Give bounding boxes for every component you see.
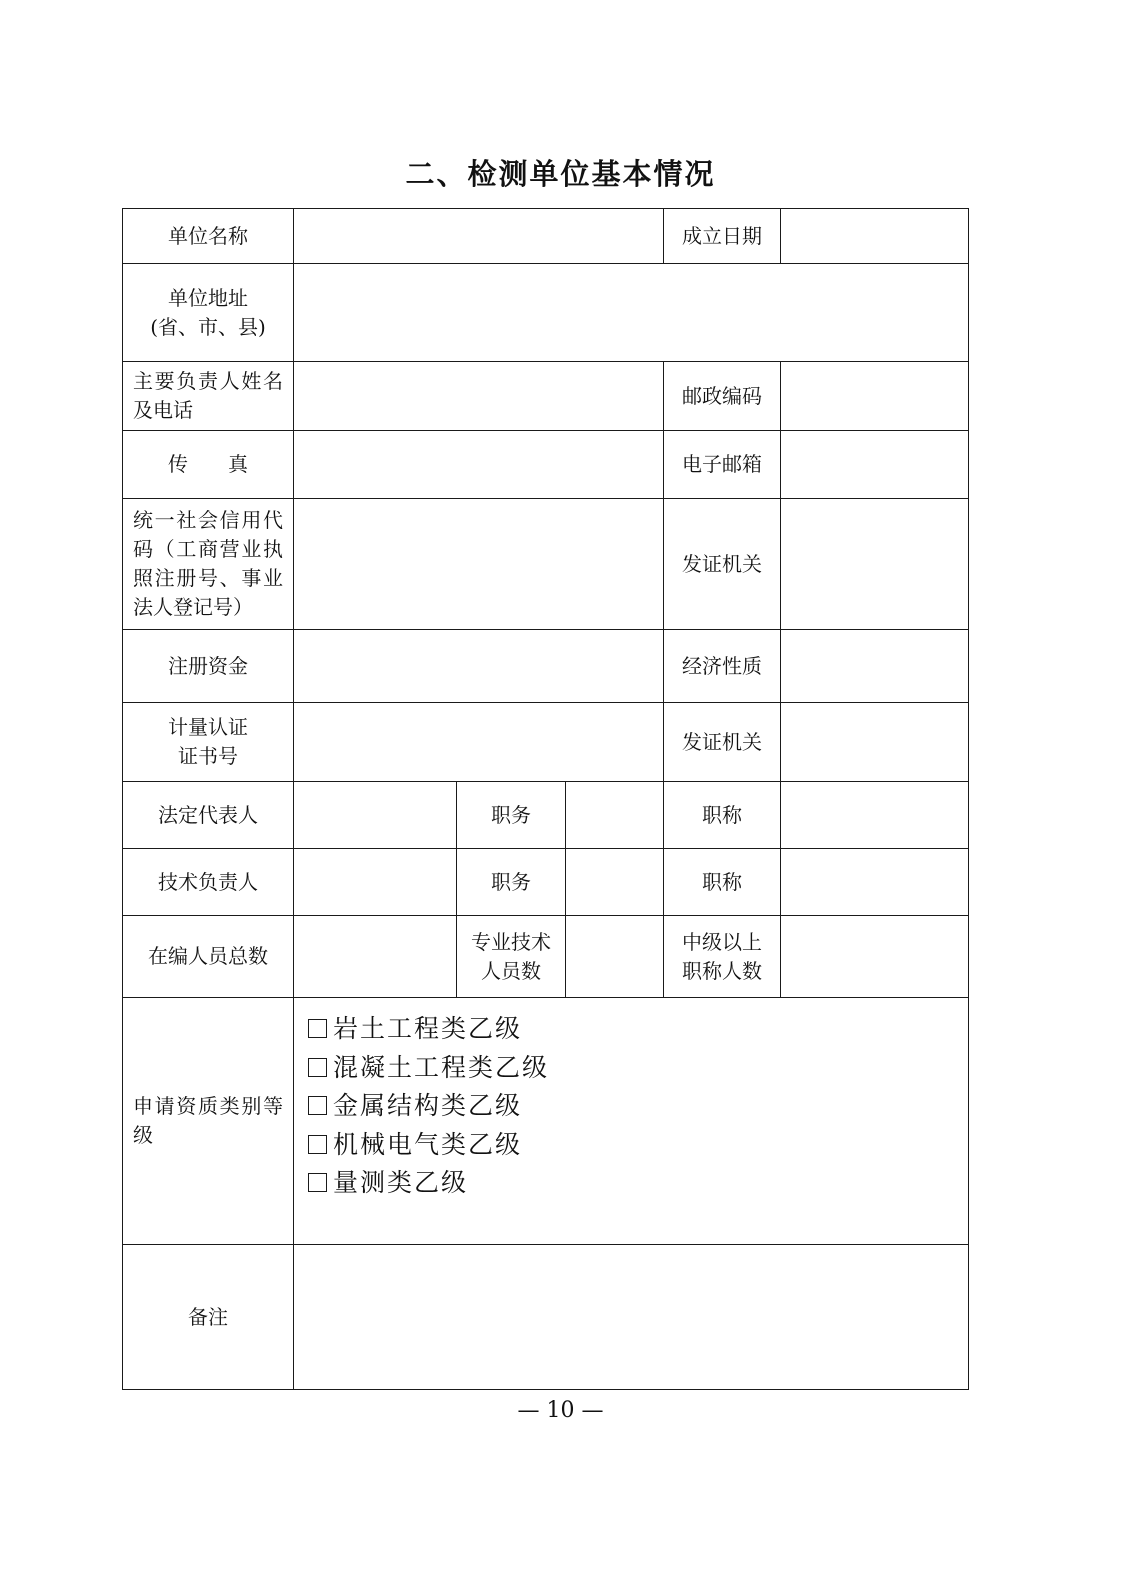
unit-address-label: [123, 264, 294, 362]
tech-staff-label: 专业技术人员数: [457, 916, 566, 998]
principal-field[interactable]: [294, 362, 664, 431]
staff-total-field[interactable]: [294, 916, 457, 998]
senior-staff-label: 中级以上职称人数: [664, 916, 781, 998]
page-title: 二、检测单位基本情况: [405, 157, 716, 191]
qualification-options: [294, 998, 969, 1245]
staff-total-label: 在编人员总数: [123, 916, 294, 998]
unit-name-field[interactable]: [294, 209, 664, 264]
legal-rep-label: 法定代表人: [123, 782, 294, 849]
position-field-2[interactable]: [566, 849, 664, 916]
qualification-option-label: 混凝土工程类乙级: [333, 1052, 550, 1082]
economic-nature-field[interactable]: [781, 630, 969, 703]
qualification-option[interactable]: [308, 1087, 968, 1126]
email-field[interactable]: [781, 431, 969, 499]
metrology-cert-label: 计量认证证书号: [123, 703, 294, 782]
issuer-field-1[interactable]: [781, 499, 969, 630]
qualification-option[interactable]: [308, 1049, 968, 1088]
title-field-1[interactable]: [781, 782, 969, 849]
qualification-option-label: 金属结构类乙级: [333, 1091, 523, 1120]
checkbox-icon[interactable]: [308, 1173, 327, 1192]
title-label-2: 职称: [664, 849, 781, 916]
credit-code-label: 统一社会信用代码（工商营业执照注册号、事业法人登记号）: [123, 499, 294, 630]
tech-staff-field[interactable]: [566, 916, 664, 998]
registered-capital-label: 注册资金: [123, 630, 294, 703]
economic-nature-label: 经济性质: [664, 630, 781, 703]
checkbox-icon[interactable]: [308, 1019, 327, 1038]
checkbox-icon[interactable]: [308, 1058, 327, 1077]
checkbox-icon[interactable]: [308, 1096, 327, 1115]
unit-address-label-sub: (省、市、县): [150, 314, 266, 339]
page-number: — 10 —: [517, 1398, 604, 1423]
qualification-option-label: 量测类乙级: [333, 1168, 469, 1197]
qualification-option[interactable]: [308, 1126, 968, 1165]
established-date-label: 成立日期: [664, 209, 781, 264]
legal-rep-field[interactable]: [294, 782, 457, 849]
qualification-option-label: 机械电气类乙级: [333, 1129, 523, 1159]
position-label-2: 职务: [457, 849, 566, 916]
position-field-1[interactable]: [566, 782, 664, 849]
tech-lead-label: 技术负责人: [123, 849, 294, 916]
senior-staff-field[interactable]: [781, 916, 969, 998]
qualification-option[interactable]: [308, 1010, 968, 1049]
tech-lead-field[interactable]: [294, 849, 457, 916]
fax-field[interactable]: [294, 431, 664, 499]
unit-name-label: 单位名称: [123, 209, 294, 264]
registered-capital-field[interactable]: [294, 630, 664, 703]
email-label: 电子邮箱: [664, 431, 781, 499]
checkbox-icon[interactable]: [308, 1135, 327, 1154]
qualification-label: 申请资质类别等级: [123, 998, 294, 1245]
established-date-field[interactable]: [781, 209, 969, 264]
qualification-option[interactable]: [308, 1164, 968, 1203]
issuer-label-2: 发证机关: [664, 703, 781, 782]
position-label-1: 职务: [457, 782, 566, 849]
metrology-cert-field[interactable]: [294, 703, 664, 782]
unit-address-label-main: 单位地址: [168, 285, 248, 310]
unit-address-field[interactable]: [294, 264, 969, 362]
qualification-option-label: 岩土工程类乙级: [333, 1014, 523, 1043]
title-field-2[interactable]: [781, 849, 969, 916]
title-label-1: 职称: [664, 782, 781, 849]
fax-label: 传 真: [123, 431, 294, 499]
issuer-field-2[interactable]: [781, 703, 969, 782]
credit-code-field[interactable]: [294, 499, 664, 630]
postal-code-field[interactable]: [781, 362, 969, 431]
remarks-label: 备注: [123, 1245, 294, 1390]
unit-info-form: [122, 208, 968, 1389]
remarks-field[interactable]: [294, 1245, 969, 1390]
principal-label: 主要负责人姓名及电话: [123, 362, 294, 431]
issuer-label-1: 发证机关: [664, 499, 781, 630]
postal-code-label: 邮政编码: [664, 362, 781, 431]
